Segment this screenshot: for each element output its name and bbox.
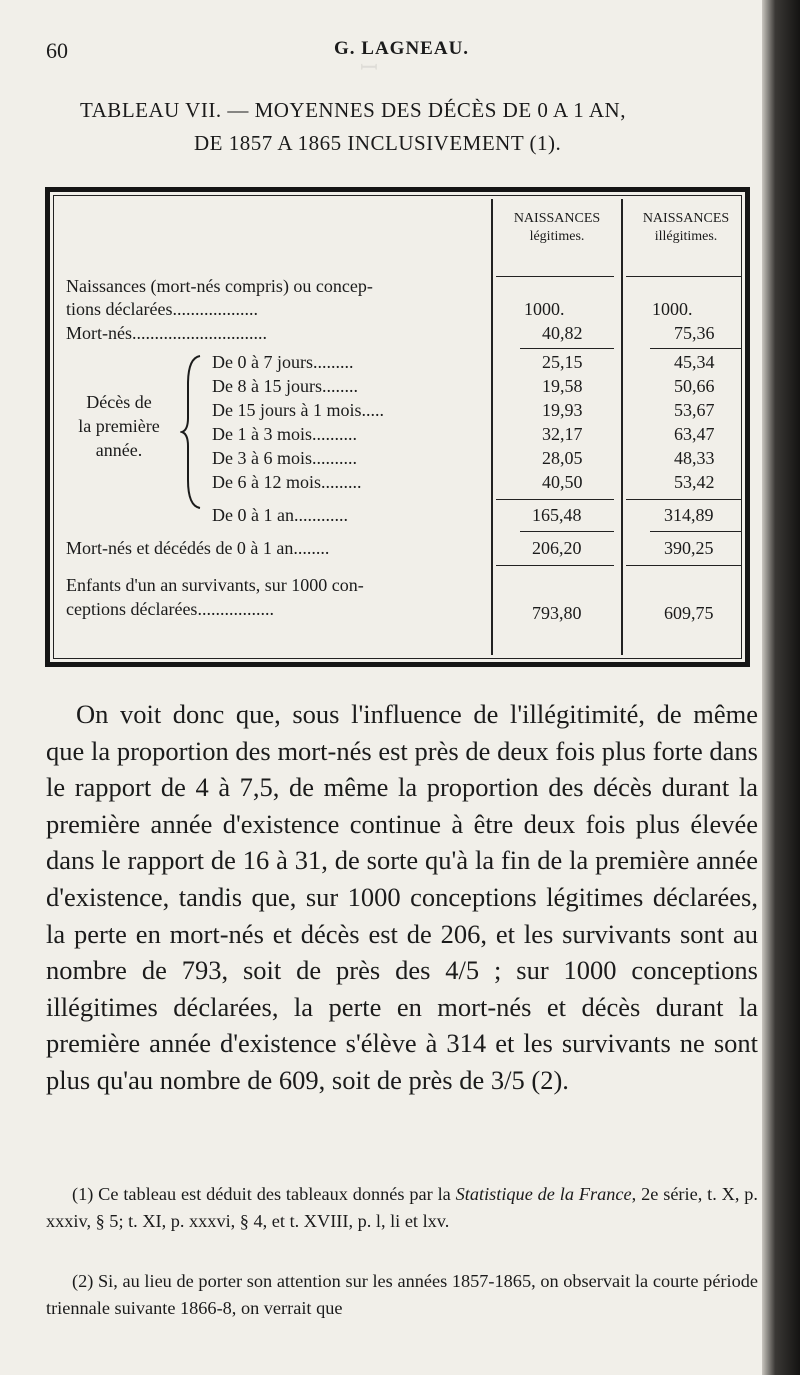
row-survivants-line2: ceptions déclarées................. [66,599,274,619]
bleed-through: ꟷ [360,55,378,80]
row-sub-3: De 1 à 3 mois.......... [212,424,357,444]
row-naissances-line1: Naissances (mort-nés compris) ou concep- [66,276,373,296]
col-rule-1 [491,199,493,655]
value-mortnes-leg: 40,82 [542,323,583,343]
body-paragraph: On voit donc que, sous l'influence de l'illégitimité, de même que la proportion des mort-nés est près de deux fois plus forte dans le rapport de 4 à 7,5, de même la proportion des décès durant la première année d'existence continue à être deux fois plus élevée dans le rapport de 16 à 31, de sorte qu'à la fin de la première année d'existence, tandis que, sur 1000 conceptions légitimes déclarées, la perte en mort-nés et décès est de 206, et les survivants sont au nombre de 793, soit de près des 4/5 ; sur 1000 conceptions illégitimes déclarées, la perte en mort-nés et décès durant la première année d'existence s'élève à 314 et les survivants ne sont plus qu'au nombre de 609, soit de près de 3/5 (2). [46,699,758,1095]
value-sub-3-leg: 32,17 [542,424,583,444]
value-sub-1-leg: 19,58 [542,376,583,396]
value-surv-leg: 793,80 [532,603,582,623]
table-title-line2: DE 1857 A 1865 INCLUSIVEMENT (1). [194,131,562,155]
row-total-0-1: De 0 à 1 an............ [212,505,348,525]
table-title-line1: TABLEAU VII. — MOYENNES DES DÉCÈS DE 0 A 1 AN, [80,98,626,122]
row-mortnes: Mort-nés.............................. [66,323,267,343]
col-header-illegitimes: NAISSANCES illégitimes. [642,211,730,244]
value-surv-ill: 609,75 [664,603,714,623]
group-label-deces: Décès de la première année. [78,392,160,460]
page-header [46,38,746,78]
row-mortnes-decedes: Mort-nés et décédés de 0 à 1 an........ [66,538,330,558]
value-mortdec-ill: 390,25 [664,538,714,558]
page-number: 60 [46,38,68,63]
value-sub-2-ill: 53,67 [674,400,715,420]
value-sub-1-ill: 50,66 [674,376,715,396]
value-sub-2-leg: 19,93 [542,400,583,420]
book-edge [762,0,800,1375]
row-sub-1: De 8 à 15 jours........ [212,376,358,396]
row-sub-5: De 6 à 12 mois......... [212,472,362,492]
value-sub-5-leg: 40,50 [542,472,583,492]
value-sub-0-leg: 25,15 [542,352,583,372]
value-total-leg: 165,48 [532,505,582,525]
footnote-1: (1) Ce tableau est déduit des tableaux donnés par la Statistique de la France, 2e série, t. X, p. xxxiv, § 5; t. XI, p. xxxvi, § 4, et t. XVIII, p. l, li et lxv. [46,1184,758,1231]
value-mortdec-leg: 206,20 [532,538,582,558]
value-sub-0-ill: 45,34 [674,352,715,372]
value-sub-3-ill: 63,47 [674,424,715,444]
value-sub-4-ill: 48,33 [674,448,715,468]
value-naissances-leg: 1000. [524,299,565,319]
data-table [45,187,750,667]
col-header-legitimes: NAISSANCES légitimes. [513,211,601,244]
row-sub-4: De 3 à 6 mois.......... [212,448,357,468]
footnote-2: (2) Si, au lieu de porter son attention sur les années 1857-1865, on observait la courte période triennale suivante 1866-8, on verrait que [46,1271,758,1318]
group-brace [180,354,206,510]
col-rule-2 [621,199,623,655]
value-sub-4-leg: 28,05 [542,448,583,468]
row-sub-0: De 0 à 7 jours......... [212,352,354,372]
row-sub-2: De 15 jours à 1 mois..... [212,400,384,420]
value-total-ill: 314,89 [664,505,714,525]
running-head-author: G. LAGNEAU. [334,38,470,59]
row-survivants-line1: Enfants d'un an survivants, sur 1000 con- [66,575,364,595]
value-mortnes-ill: 75,36 [674,323,715,343]
value-sub-5-ill: 53,42 [674,472,715,492]
value-naissances-ill: 1000. [652,299,693,319]
row-naissances-line2: tions déclarées................... [66,299,258,319]
